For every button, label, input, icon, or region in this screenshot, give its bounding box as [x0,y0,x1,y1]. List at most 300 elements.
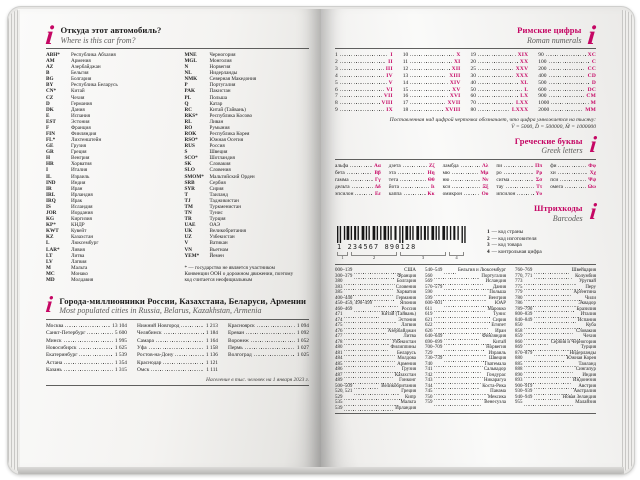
roman-title-ru: Римские цифры [517,25,582,35]
barcode-country: Франция [397,273,416,279]
car-code: KG [46,216,55,223]
car-country: Катар [209,100,223,107]
dot-leader [504,163,533,167]
barcode-range: 870–879 [515,350,533,356]
arabic-number: 25 [470,65,476,72]
barcode-country: Куба [585,323,596,329]
roman-numeral: LXX [516,100,529,107]
roman-row [335,80,393,87]
barcode-country: Австрия [578,383,596,389]
dot-leader [546,52,586,56]
barcode-range: 485 [335,361,343,367]
dot-leader [534,275,573,279]
roman-numeral: C [591,58,596,65]
barcode-range: 773 [515,279,523,285]
city-row [137,360,218,367]
barcode-country: Индонезия [573,378,596,384]
barcode-range: 480 [335,345,343,351]
barcode-country: Тунис [493,312,506,318]
dot-leader [434,374,484,378]
divider [335,413,596,414]
dot-leader [344,369,399,373]
dot-leader [354,270,402,274]
city-row [137,367,218,374]
city-population: 1 164 [205,337,218,344]
barcode-country: Словакия [576,328,596,334]
barcode-country: Словения [395,284,416,290]
barcode-col2 [425,268,506,411]
dot-leader [444,358,487,362]
barcode-country: Сингапур [575,367,596,373]
dot-leader [504,170,534,174]
dot-leader [534,319,576,323]
arabic-number: 90 [538,52,544,58]
dot-leader [410,80,448,84]
roman-title-en: Roman numerals [527,35,582,45]
car-country: Ливия [71,246,85,253]
car-country: Чехия [71,94,85,101]
greek-letter-name: омега [550,184,563,191]
roman-numeral: XIV [449,79,461,86]
city-row [46,352,127,359]
barcode-row [335,406,416,412]
roman-numeral: XVII [447,100,461,107]
dot-leader [79,345,113,349]
barcode-range: 460–469 [335,306,353,312]
barcode-country: Гватемала [484,361,506,367]
dot-leader [344,374,392,378]
divider [335,159,596,160]
city-population: 1 092 [296,330,309,337]
dot-leader [478,93,518,97]
roman-row [335,66,393,73]
roman-row [538,87,596,94]
car-country: Великобритания [209,228,247,235]
car-code: V [184,240,189,247]
greek-letter-glyphs: Ββ [374,169,381,176]
greek-row [389,163,435,170]
barcode-country: Ирландия [395,405,416,411]
dot-leader [164,330,204,334]
car-code: UAE [184,222,196,229]
car-code: JOR [46,210,57,217]
car-country: Словакия [209,161,231,168]
dot-leader [444,286,491,290]
barcode-range: 700–709 [425,345,443,351]
barcode-range: 477 [335,334,343,340]
barcode-country: Швеция [488,356,506,362]
barcode-range: 619 [425,312,433,318]
dot-leader [444,270,456,274]
dot-leader [410,100,445,104]
cities-col3 [228,323,309,374]
car-code: IR [46,185,52,192]
greek-letter-glyphs: Γγ [374,176,381,183]
divider [335,264,596,265]
dot-leader [549,66,586,70]
barcode-range: 858 [515,328,523,334]
roman-numeral: III [385,65,393,72]
car-country: Германия [71,100,92,107]
greek-letter-glyphs: Θθ [427,176,435,183]
dot-leader [434,396,485,400]
city-name: Казань [46,367,62,374]
barcode-range: 626 [425,328,433,334]
cities-col2 [137,323,218,374]
greek-col2 [389,163,435,198]
dot-leader [344,286,393,290]
dot-leader [344,407,393,411]
car-code: S [184,149,188,156]
dot-leader [549,59,590,63]
car-code: KZ [46,234,54,241]
roman-numeral: VIII [381,100,393,107]
info-icon: i [44,20,56,50]
greek-letter-name: тау [496,184,504,191]
car-country: Монако [71,270,89,277]
roman-row [538,100,596,107]
barcode-country: Грузия [401,367,416,373]
arabic-number: 7 [335,93,338,100]
car-country: Республика Корея [209,131,250,138]
greek-letter-name: дельта [335,184,350,191]
barcode-country: Иран [495,328,506,334]
barcode-country: Хорватия [396,290,416,296]
roman-numeral: CM [586,93,596,100]
car-code: UK [184,228,193,235]
dot-leader [79,352,112,356]
barcode-range: 780 [515,295,523,301]
city-name: Ростов-на-Дону [137,352,174,359]
barcode-brace-number: 3 [421,255,425,261]
greek-letter-glyphs: Ττ [536,184,543,191]
roman-row [335,52,393,59]
roman-row [538,52,596,59]
greek-letter-glyphs: Νν [482,176,489,183]
barcode-range: 560 [425,273,433,279]
cities-table [46,323,309,374]
barcode-country: ЮАР [494,301,506,307]
roman-row [403,73,461,80]
dot-leader [478,107,510,111]
barcode-country: Сербия и Черногория [550,339,596,345]
barcode-country: Швейцария [571,268,596,274]
car-country: Республика Косово [209,112,253,119]
car-code: L [46,240,50,247]
barcode-range: 742 [425,372,433,378]
car-code: SLO [184,167,195,174]
roman-row [403,59,461,66]
barcode-range: 900–919 [515,383,533,389]
car-codes-col2 [185,52,310,283]
dot-leader [549,93,585,97]
barcode-country: Мексика [487,394,506,400]
car-code: I [46,167,49,174]
car-code: RUS [184,143,195,150]
left-page [18,9,321,468]
barcode-legend-row [487,249,542,256]
city-name: Новосибирск [46,345,77,351]
dot-leader [254,352,295,356]
car-code: LT [46,252,53,259]
city-population: 1 354 [114,359,127,366]
dot-leader [534,352,567,356]
car-country: Греция [71,149,87,156]
dot-leader [524,374,580,378]
greek-row [550,163,596,170]
car-code: RO [184,124,193,131]
greek-letter-name: сигма [496,176,510,183]
dot-leader [344,330,385,334]
barcode-range: 690–699 [425,339,443,345]
dot-leader [558,170,588,174]
car-code: HR [46,161,54,168]
car-country: Грузия [71,143,87,150]
barcode-country: Новая Зеландия [562,394,596,400]
barcode-range: 860 [515,339,523,345]
barcode-country: Таиланд [578,361,596,367]
barcode-brace-number: 2 [372,255,376,261]
barcode-range: 880 [515,356,523,362]
dot-leader [340,73,384,77]
arabic-number: 1000 [538,100,550,107]
car-country: КНДР [71,222,85,229]
city-population: 1 027 [296,345,309,351]
dot-leader [344,281,394,285]
dot-leader [434,314,491,318]
car-country: Республика Беларусь [71,82,118,89]
roman-numeral: CD [587,72,596,79]
roman-footnote-line1: Поставленная над цифрой черточка обозначает, что цифра умножается на тысячу: [389,117,596,124]
barcode-country: Дания [492,284,506,290]
car-code: MC [46,270,55,277]
dot-leader [354,385,379,389]
barcode-range: 450–459, 490–499 [335,301,373,307]
barcode-range: 850 [515,323,523,329]
barcode-country: Марокко [487,306,506,312]
barcode-country: Турция [580,345,596,351]
barcode-country: Россия [401,306,416,312]
dot-leader [551,107,583,111]
greek-letter-glyphs: Φφ [588,162,596,169]
car-codes-header [44,20,309,50]
car-code: ABH* [46,52,60,58]
barcode-range: 489 [335,378,343,384]
arabic-number: 8 [335,100,338,107]
cities-col1 [46,323,127,374]
car-code: LV [46,258,53,265]
legend-label: — код товара [491,242,522,249]
dot-leader [347,170,373,174]
car-code: P [184,82,188,89]
car-code: CZ [46,94,54,101]
dot-leader [506,184,535,188]
barcode-range: 621 [425,317,433,323]
barcode-range: 471 [335,312,343,318]
car-country: Швеция [209,149,228,156]
greek-row [335,177,381,184]
barcode-country: Азербайджан [387,328,416,334]
roman-numeral: XIX [517,52,529,58]
barcode-country: Узбекистан [392,339,416,345]
roman-numeral: VI [386,86,393,93]
dot-leader [352,184,373,188]
greek-letter-name: мю [442,169,450,176]
roman-numeral: II [388,58,393,65]
dot-leader [478,52,516,56]
car-code: BG [46,76,54,83]
city-population: 1 121 [205,359,218,366]
arabic-number: 20 [470,58,476,65]
roman-numeral: MM [585,107,596,114]
dot-leader [461,163,480,167]
greek-letter-name: эта [388,169,396,176]
dot-leader [410,73,447,77]
car-country: Ливан [209,118,224,125]
car-country: Исландия [71,203,93,210]
car-codes-col1 [46,52,171,283]
divider [335,48,596,49]
car-code: AM [46,58,55,65]
car-code: MNE [184,52,197,58]
car-code: NMK [184,76,198,83]
roman-numeral: XXV [515,65,529,72]
car-code: SK [184,161,192,168]
page-stack-edge-bottom [18,467,624,474]
roman-row [335,59,393,66]
dot-leader [251,338,295,342]
dot-leader [410,66,449,70]
car-code: RL [184,118,192,125]
roman-numeral: LXXX [511,107,529,114]
dot-leader [163,360,204,364]
dot-leader [524,292,571,296]
barcode-country: Беларусь [397,350,416,356]
greek-row [443,184,489,191]
barcode-range: 622 [425,323,433,329]
city-name: Астана [46,359,63,366]
greek-row [443,177,489,184]
barcode-country: Япония [400,301,416,307]
info-icon: i [44,291,54,317]
info-icon: i [588,199,598,225]
barcode-row [425,400,506,406]
city-row [228,323,309,330]
greek-col5 [550,163,596,198]
arabic-number: 200 [538,65,547,72]
roman-row [471,100,529,107]
arabic-number: 13 [402,72,409,79]
dot-leader [344,352,395,356]
dot-leader [344,363,395,367]
dot-leader [175,352,203,356]
divider [46,319,309,320]
car-country: Мальтийский Орден [209,173,255,180]
dot-leader [344,319,396,323]
city-population: 1 111 [206,367,218,374]
cities-footnote: Население в тыс. человек на 1 января 2023 г. [206,377,309,384]
roman-numeral: XL [520,79,529,86]
barcode-range: 741 [425,367,433,373]
roman-numeral: IV [386,72,393,79]
city-name: Самара [137,337,154,344]
dot-leader [534,314,578,318]
greek-letter-name: ламбда [442,162,459,169]
legend-label: — код изготовителя [491,235,537,242]
city-name: Екатеринбург [46,352,78,359]
greek-letters-table [335,163,596,198]
car-country: Республика Абхазия [71,52,116,58]
greek-letter-name: фи [550,162,557,169]
barcode-range: 770, 771 [515,273,533,279]
barcode-brace [400,252,446,261]
car-country: Иран [71,185,83,192]
roman-numeral: D [591,79,596,86]
car-country: Сирия [209,185,224,192]
dot-leader [403,163,427,167]
roman-numeral: M [590,100,596,107]
greek-letter-name: йота [388,184,399,191]
arabic-number: 19 [470,52,476,58]
barcode-country: Финляндия [482,334,506,340]
car-country: Румыния [209,124,230,131]
arabic-number: 5 [335,79,338,86]
dot-leader [245,345,295,349]
barcode-country: Аргентина [573,290,596,296]
greek-letter-glyphs: Ζζ [428,162,435,169]
car-code: B [46,70,50,77]
car-country: Россия [209,143,225,150]
barcode-country: Греция [401,389,416,395]
car-country: Нидерланды [209,70,238,77]
roman-numeral: LX [520,93,529,100]
dot-leader [340,80,387,84]
greek-col1 [335,163,381,198]
dot-leader [344,341,390,345]
barcode-range: 478 [335,339,343,345]
barcode-legend-row [487,229,542,236]
car-code: SMOM* [184,173,204,180]
greek-row [496,191,542,198]
barcode-col1 [335,268,416,411]
dot-leader [434,380,482,384]
barcode-country: Гонконг [399,378,416,384]
roman-row [471,66,529,73]
greek-letter-name: ню [442,176,450,183]
greek-row [389,177,435,184]
barcode-country: Малайзия [575,400,596,406]
car-code: MGL [184,58,197,65]
greek-title-ru: Греческие буквы [514,135,583,146]
dot-leader [434,363,482,367]
barcode-row [335,389,416,395]
city-name: Воронеж [228,337,249,344]
dot-leader [452,184,480,188]
car-country: Азербайджан [71,64,101,71]
barcode-col3 [515,268,596,411]
dot-leader [410,107,443,111]
barcode-legend-row [487,242,542,249]
barcode-country: Эквадор [578,301,596,307]
barcode-country: Армения [397,361,416,367]
greek-letter-glyphs: Κκ [427,191,435,198]
dot-leader [524,281,577,285]
roman-row [538,59,596,66]
greek-row [335,191,381,198]
roman-footnote-line2: V̄ = 5000, D̄ = 500000, M̄ = 1000000 [511,123,596,130]
dot-leader [257,323,295,327]
barcode-range: 743 [425,378,433,384]
